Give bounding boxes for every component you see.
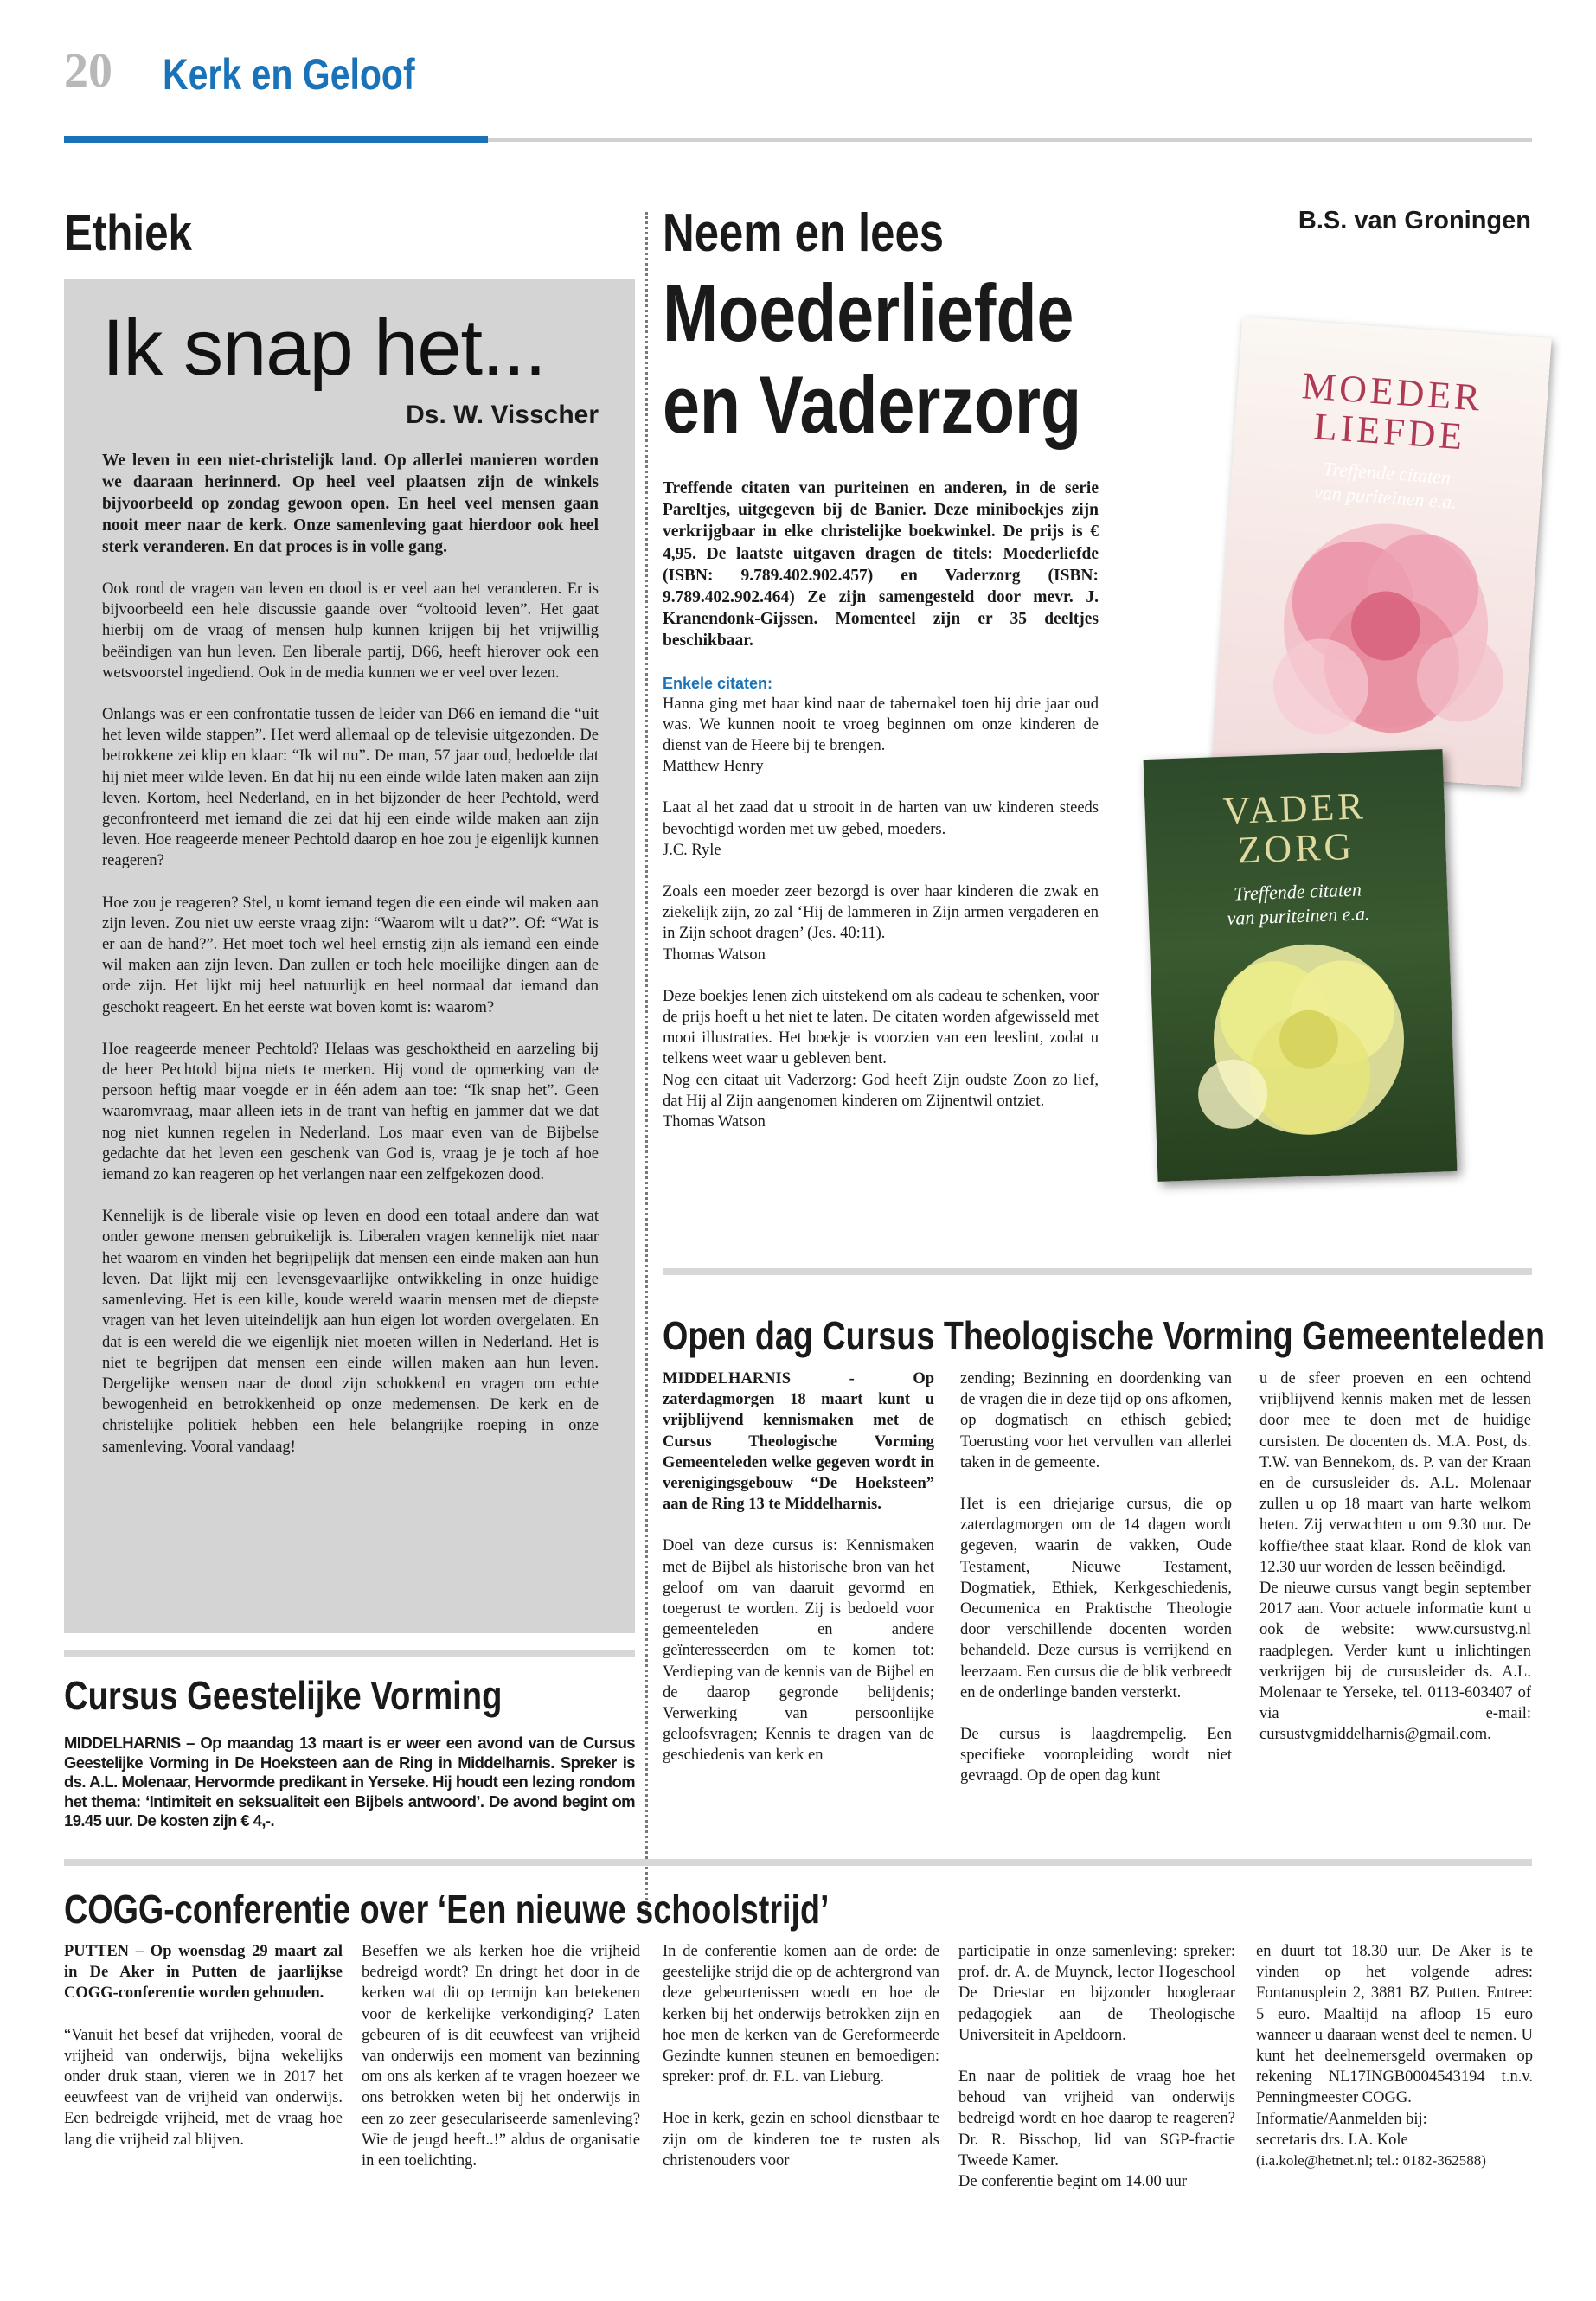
geestelijke-body: MIDDELHARNIS – Op maandag 13 maart is er weer een avond van de Cursus Geestelijke Vorming in De Hoeksteen aan de Ring in Middelharnis. Spreker is ds. A.L. Molenaar, Hervormde predikant in Yerseke. Hij houdt een lezing rondom het thema: ‘Intimiteit en seksualiteit een Bijbels antwoord’. De avond begint om 19.45 uur. De kosten zijn € 4,-. bbox=[64, 1734, 635, 1830]
cogg-rule bbox=[64, 1859, 1532, 1866]
book2-title-line2: ZORG bbox=[1236, 824, 1356, 872]
book1-subtitle-line1: Treffende citaten bbox=[1322, 458, 1452, 489]
open-dag-col2-p3: De cursus is laagdrempelig. Een specifieke vooropleiding wordt niet gevraagd. Op de open dag kunt bbox=[960, 1726, 1232, 1785]
neem-body bbox=[663, 478, 1099, 1132]
cogg-col3-p1: In de conferentie komen aan de orde: de geestelijke strijd die op de achtergrond van deze gebeurtenissen woedt en hoe de kerken bij het onderwijs betrokken zijn en hoe men de kerken van de Gereformeerde Gezindte kunnen steunen en bemoedigen: spreker: prof. dr. F.L. van Lieburg. bbox=[663, 1943, 939, 2086]
cogg-col2-body: Beseffen we als kerken hoe die vrijheid bedreigd wordt? En dringt het door in de kerken wat dit op termijn kan betekenen voor de kerkelijke verkondiging? Laten gebeuren of is dit eeuwfeest van vrijheid van onderwijs een moment van bezinning om ons als kerken af te vragen hoezeer we ons betrokken weten bij het onderwijs in een zo zeer geseculariseerde samenleving? Wie de jeugd heeft..!” aldus de organisatie in een toelichting. bbox=[362, 1943, 640, 2170]
open-dag-col3-p1: u de sfeer proeven en een ochtend vrijblijvend kennis maken met de lessen door mee te doen met de huidige cursisten. De docenten ds. M.A. Post, ds. T.W. van Bennekom, ds. P. van der Kraan en de cursusleider ds. A.L. Molenaar zullen u op 18 maart van harte welkom heten. Zij verwachten u om 9.30 uur. De koffie/thee staat klaar. Rond de klok van 12.30 uur worden de lessen beëindigd. bbox=[1259, 1370, 1531, 1576]
ethiek-author: Ds. W. Visscher bbox=[406, 401, 599, 429]
book1-title-line2: LIEFDE bbox=[1312, 405, 1467, 458]
book2-title-line1: VADER bbox=[1221, 785, 1368, 832]
cogg-col4 bbox=[958, 1941, 1235, 2192]
closing-paragraph: Deze boekjes lenen zich uitstekend om als cadeau te schenken, voor de prijs hoeft u het niet te laten. De citaten worden afgewisseld met mooi illustraties. Het boekje is voorzien van een leeslint, zodat u telkens weet waar u gebleven bent. bbox=[663, 987, 1099, 1068]
quote-source: J.C. Ryle bbox=[663, 841, 721, 859]
cogg-col4-p3: De conferentie begint om 14.00 uur bbox=[958, 2173, 1188, 2191]
book1-title-line1: MOEDER bbox=[1300, 364, 1485, 420]
book-cover-moederliefde bbox=[1211, 317, 1551, 787]
cogg-col5-p4: (i.a.kole@hetnet.nl; tel.: 0182-362588) bbox=[1256, 2152, 1486, 2170]
quote-text: Zoals een moeder zeer bezorgd is over haar kinderen die zwak en ziekelijk zijn, zo zal ‘Hij de lammeren in Zijn armen vergaderen en in Zijn schoot dragen’ (Jes. 40:11). bbox=[663, 883, 1099, 943]
geestelijke-title: Cursus Geestelijke Vorming bbox=[64, 1673, 503, 1718]
book1-subtitle-line2: van puriteinen e.a. bbox=[1313, 481, 1458, 513]
cogg-col2 bbox=[362, 1941, 640, 2171]
quote-source: Matthew Henry bbox=[663, 758, 764, 776]
cogg-col5-p2: Informatie/Aanmelden bij: bbox=[1256, 2110, 1427, 2128]
neem-title-line2: en Vaderzorg bbox=[663, 359, 1082, 450]
open-dag-lead: MIDDELHARNIS - Op zaterdagmorgen 18 maart kunt u vrijblijvend kennismaken met de Cursus Theologische Vorming Gemeenteleden welke gegeven wordt in verenigingsgebouw “De Hoeksteen” aan de Ring 13 te Middelharnis. bbox=[663, 1370, 934, 1514]
cogg-title: COGG-conferentie over ‘Een nieuwe schoolstrijd’ bbox=[64, 1887, 830, 1932]
header-rule-accent bbox=[64, 136, 488, 143]
cogg-col1-body: “Vanuit het besef dat vrijheden, vooral de vrijheid van onderwijs, bijna wekelijks onder druk staan, vieren we in 2017 het eeuwfeest van de vrijheid van onderwijs. Een bedreigde vrijheid, met de vraag hoe lang die vrijheid zal blijven. bbox=[64, 2026, 343, 2149]
quote-text: Hanna ging met haar kind naar de tabernakel toen hij drie jaar oud was. We kunnen nooit te vroeg beginnen om onze kinderen de dienst van de Heere bij te brengen. bbox=[663, 695, 1099, 755]
open-dag-col1-body: Doel van deze cursus is: Kennismaken met de Bijbel als historische bron van het geloof om van daaruit gevormd en toegerust te worden. Zij is bedoeld voor gemeenteleden en andere geïnteresseerden om te komen tot: Verdieping van de kennis van de Bijbel en de daarop gegronde belijdenis; Verwerking van persoonlijke geloofsvragen; Kennis te dragen van de geschiedenis van kerk en bbox=[663, 1537, 934, 1765]
open-dag-title: Open dag Cursus Theologische Vorming Gemeenteleden bbox=[663, 1313, 1546, 1358]
quote-text: Laat al het zaad dat u strooit in de harten van uw kinderen steeds bevochtigd worden met uw gebed, moeders. bbox=[663, 799, 1099, 838]
open-dag-col2 bbox=[960, 1368, 1232, 1787]
cogg-col3-p2: Hoe in kerk, gezin en school dienstbaar te zijn om de kinderen toe te rusten als christenouders voor bbox=[663, 2110, 939, 2170]
book2-subtitle-line1: Treffende citaten bbox=[1233, 878, 1362, 905]
neem-lead: Treffende citaten van puriteinen en anderen, in de serie Pareltjes, uitgegeven bij de Banier. Deze miniboekjes zijn verkrijgbaar in elke christelijke boekwinkel. De prijs is € 4,95. De laatste uitgaven dragen de titels: Moederliefde (ISBN: 9.789.402.902.457) en Vaderzorg (ISBN: 9.789.402.902.464) Ze zijn samengesteld door mevr. J. Kranendonk-Gijssen. Momenteel zijn er 35 deeltjes beschikbaar. bbox=[663, 479, 1099, 651]
cogg-col4-p1: participatie in onze samenleving: spreker: prof. dr. A. de Muynck, lector Hogeschool De Driestar en bijzonder hoogleraar pedagogiek aan de Theologische Universiteit in Apeldoorn. bbox=[958, 1943, 1235, 2044]
ethiek-lead: We leven in een niet-christelijk land. Op allerlei manieren worden we daaraan herinnerd. Op heel veel plaatsen zijn de winkels bijvoorbeeld op zondag gewoon open. En heel veel mensen gaan nooit meer naar de kerk. Onze samenleving gaat hierdoor ook heel sterk veranderen. En dat proces is in volle gang. bbox=[102, 452, 599, 556]
open-dag-col2-p1: zending; Bezinning en doordenking van de vragen die in deze tijd op ons afkomen, op dogmatisch en ethisch gebied; Toerusting voor het vervullen van allerlei taken in de gemeente. bbox=[960, 1370, 1232, 1471]
ethiek-paragraph: Ook rond de vragen van leven en dood is er veel aan het veranderen. Er is bijvoorbeeld een hele discussie gaande over “voltooid leven”. Het gaat hierbij om de vraag of mensen hulp kunnen krijgen bij het vrijwillig beëindigen van hun leven. Een liberale partij, D66, heeft hierover ook een wetsvoorstel ingediend. Ook in de media kunnen we er veel over lezen. bbox=[102, 580, 599, 682]
book2-subtitle-line2: van puriteinen e.a. bbox=[1227, 902, 1370, 929]
ethiek-title: Ik snap het... bbox=[102, 304, 546, 392]
quote-source: Thomas Watson bbox=[663, 945, 766, 964]
quotes-heading: Enkele citaten: bbox=[663, 674, 773, 692]
ethiek-paragraph: Kennelijk is de liberale visie op leven en dood een totaal andere dan wat onder gewone mensen gebruikelijk is. Liberalen vragen kennelijk niet naar het waarom en vinden het begrijpelijk dat mensen een einde maken aan hun leven. Dat lijkt mij een levensgevaarlijke ontwikkeling in onze huidige samenleving. Het is een kille, koude wereld waarin mensen met de diepste vragen van het leven uiteindelijk aan hun eigen lot worden overgelaten. En dat is een wereld die we eigenlijk niet moeten willen in Nederland. Het is niet te begrijpen dat mensen een einde willen maken aan hun leven. Dergelijke wensen naar de dood zijn schokkend en vragen om echte bewogenheid en betrokkenheid op onze medemensen. De kerk en de christelijke politiek hebben een hele belangrijke roeping in onze samenleving. Vooral vandaag! bbox=[102, 1208, 599, 1456]
ethiek-paragraph: Hoe reageerde meneer Pechtold? Helaas was geschoktheid en aarzeling bij de heer Pechtold bijna niets te merken. Hij vond de opmerking van de persoon heftig maar voegde er in één adem aan toe: “Ik snap het”. Geen waaromvraag, maar alleen iets in de trant van heftig en jammer dat we dat nog niet kunnen regelen in Nederland. Los maar even van de Bijbelse gedachte dat het leven een geschenk van God is, vraag je je toch af hoe iemand zo kan reageren op het verlangen naar een zelfgekozen dood. bbox=[102, 1040, 599, 1184]
neem-kicker: Neem en lees bbox=[663, 203, 945, 263]
page-number: 20 bbox=[64, 44, 112, 98]
ethiek-paragraph: Onlangs was er een confrontatie tussen de leider van D66 en iemand die “uit het leven wilde stappen”. Het werd allemaal op de televisie uitgezonden. De betrokkene zei klip en klaar: “Ik wil nu”. De man, 57 jaar oud, bedoelde dat hij niet meer wilde leven. En dat hij nu een einde wilde laten maken aan zijn leven. Kortom, heel Nederland, en in het bijzonder de heer Pechtold, werd geconfronteerd met iemand die zei dat hij een einde wilde maken aan zijn leven. Hoe reageerde meneer Pechtold daarop en hoe zou je eigenlijk kunnen reageren? bbox=[102, 706, 599, 870]
closing-source: Thomas Watson bbox=[663, 1113, 766, 1131]
cogg-col3 bbox=[663, 1941, 939, 2171]
cogg-col5-p1: en duurt tot 18.30 uur. De Aker is te vinden op het volgende adres: Fontanusplein 2, 3881 BZ Putten. Entree: 5 euro. Maaltijd na afloop 15 euro wanneer u daaraan wenst deel te nemen. U kunt het deelnemersgeld overmaken op rekening NL17INGB0004543194 t.n.v. Penningmeester COGG. bbox=[1256, 1943, 1533, 2107]
cogg-col5-p3: secretaris drs. I.A. Kole bbox=[1256, 2131, 1408, 2149]
section-title: Kerk en Geloof bbox=[163, 50, 415, 99]
book-cover-vaderzorg bbox=[1144, 749, 1458, 1182]
open-dag-col2-p2: Het is een driejarige cursus, die op zaterdagmorgen om de 14 dagen wordt gegeven, waarin de vakken, Oude Testament, Nieuwe Testament, Dogmatiek, Ethiek, Kerkgeschiedenis, Oecumenica en Praktische Theologie door verschillende docenten worden behandeld. Deze cursus is verrijkend en leerzaam. Een cursus die de blik verbreedt en de onderlinge banden versterkt. bbox=[960, 1496, 1232, 1702]
column-separator bbox=[645, 212, 648, 1916]
header-rule bbox=[488, 138, 1532, 142]
ethiek-paragraph: Hoe zou je reageren? Stel, u komt iemand tegen die een einde wil maken aan zijn leven. Zou niet uw eerste vraag zijn: “Waarom wilt u dat?”. Of: “Wat is er aan de hand?”. Het moet toch wel heel ernstig zijn als iemand een einde wil maken aan zijn leven. Dan zullen er toch hele moeilijke dingen aan de orde zijn. Het lijkt mij heel natuurlijk en heel normaal dat iemand dan geschokt reageert. En het eerste wat boven komt is: waarom? bbox=[102, 894, 599, 1016]
cogg-col5 bbox=[1256, 1941, 1533, 2171]
ethiek-body bbox=[102, 450, 599, 1458]
closing-quote: Nog een citaat uit Vaderzorg: God heeft Zijn oudste Zoon zo lief, dat Hij al Zijn aangenomen kinderen om Zijnentwil ontziet. bbox=[663, 1071, 1099, 1110]
open-dag-rule bbox=[663, 1268, 1532, 1275]
cogg-lead: PUTTEN – Op woensdag 29 maart zal in De Aker in Putten de jaarlijkse COGG-conferentie worden gehouden. bbox=[64, 1943, 343, 2003]
ethiek-kicker: Ethiek bbox=[64, 205, 192, 261]
open-dag-col1 bbox=[663, 1368, 934, 1766]
neem-title-line1: Moederliefde bbox=[663, 267, 1074, 358]
open-dag-col3-p2: De nieuwe cursus vangt begin september 2017 aan. Voor actuele informatie kunt u ook de website: www.cursustvg.nl raadplegen. Verder kunt u inlichtingen verkrijgen bij de cursusleider ds. A.L. Molenaar te Yerseke, tel. 0113-603407 of via e-mail: cursustvgmiddelharnis@gmail.com. bbox=[1259, 1580, 1531, 1744]
cogg-col1 bbox=[64, 1941, 343, 2150]
open-dag-col3 bbox=[1259, 1368, 1531, 1746]
cogg-col4-p2: En naar de politiek de vraag hoe het behoud van vrijheid van onderwijs bedreigd wordt en hoe daarop te reageren? Dr. R. Bisschop, lid van SGP-fractie Tweede Kamer. bbox=[958, 2068, 1235, 2170]
geestelijke-rule bbox=[64, 1650, 635, 1657]
neem-byline: B.S. van Groningen bbox=[1298, 207, 1531, 234]
